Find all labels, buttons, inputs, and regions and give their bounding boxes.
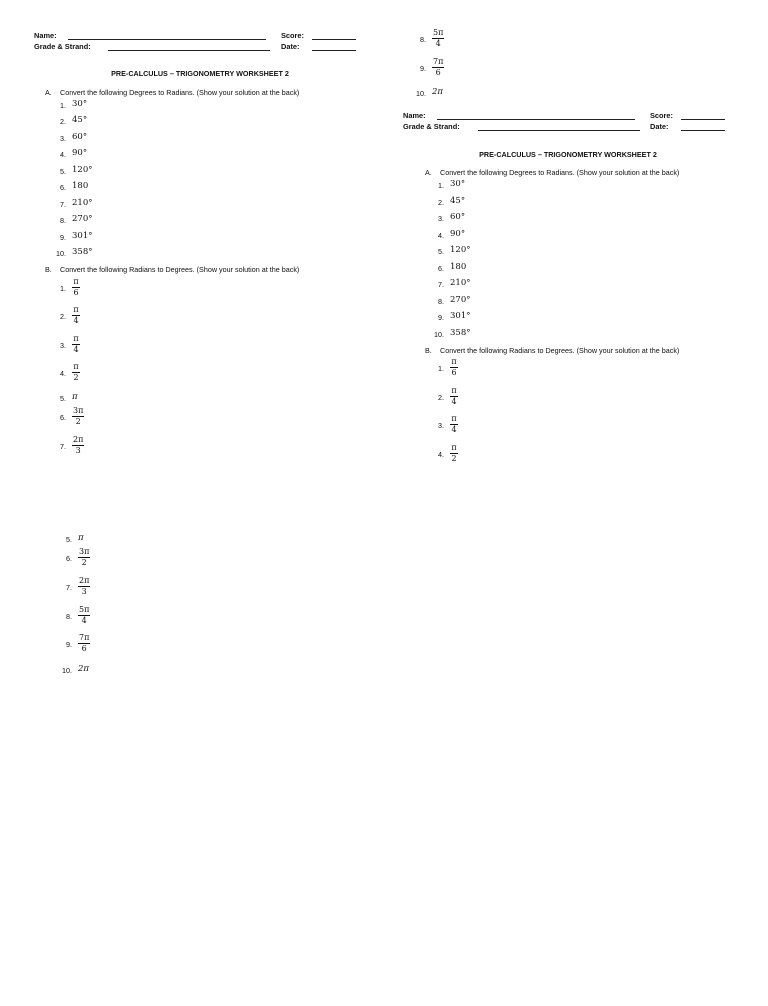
section-a-letter: A. bbox=[45, 88, 52, 97]
name-label: Name: bbox=[403, 111, 426, 120]
date-label: Date: bbox=[281, 42, 300, 51]
item-number: 4. bbox=[60, 369, 66, 378]
item-value: 60° bbox=[450, 212, 466, 222]
item-number: 4. bbox=[438, 450, 444, 459]
section-b-text: Convert the following Radians to Degrees. (Show your solution at the back) bbox=[440, 346, 680, 355]
item-value: 120° bbox=[450, 245, 471, 255]
item-number: 7. bbox=[60, 442, 66, 451]
section-b-letter: B. bbox=[425, 346, 432, 355]
item-value: 2π bbox=[78, 664, 89, 674]
score-line bbox=[312, 39, 356, 40]
item-number: 8. bbox=[438, 297, 444, 306]
item-value: π bbox=[78, 533, 84, 543]
section-a-text: Convert the following Degrees to Radians. (Show your solution at the back) bbox=[60, 88, 300, 97]
item-number: 1. bbox=[438, 181, 444, 190]
section-b-text: Convert the following Radians to Degrees. (Show your solution at the back) bbox=[60, 265, 300, 274]
date-line bbox=[312, 50, 356, 51]
item-number: 9. bbox=[60, 233, 66, 242]
section-b-instruction bbox=[425, 346, 679, 355]
item-number: 9. bbox=[66, 640, 72, 649]
grade-label: Grade & Strand: bbox=[34, 42, 91, 51]
grade-line bbox=[478, 130, 640, 131]
fraction: π 4 bbox=[451, 414, 457, 434]
section-b-instruction bbox=[45, 265, 299, 274]
item-number: 7. bbox=[66, 583, 72, 592]
item-value: 30° bbox=[450, 179, 466, 189]
item-number: 8. bbox=[420, 35, 426, 44]
fraction: π 4 bbox=[73, 305, 79, 325]
grade-line bbox=[108, 50, 270, 51]
item-number: 4. bbox=[438, 231, 444, 240]
item-value: 2π bbox=[432, 87, 443, 97]
section-a-instruction bbox=[45, 88, 299, 97]
section-a-letter: A. bbox=[425, 168, 432, 177]
item-value: 90° bbox=[450, 229, 466, 239]
item-number: 7. bbox=[60, 200, 66, 209]
name-line bbox=[68, 39, 266, 40]
fraction: 2π 3 bbox=[73, 435, 84, 455]
item-number: 2. bbox=[60, 312, 66, 321]
item-value: 270° bbox=[72, 214, 93, 224]
item-value: 30° bbox=[72, 99, 88, 109]
item-number: 3. bbox=[438, 421, 444, 430]
section-b-letter: B. bbox=[45, 265, 52, 274]
item-number: 3. bbox=[60, 341, 66, 350]
item-value: 210° bbox=[72, 198, 93, 208]
fraction: 3π 2 bbox=[79, 547, 90, 567]
item-number: 3. bbox=[60, 134, 66, 143]
item-value: 358° bbox=[72, 247, 93, 257]
fraction: 5π 4 bbox=[79, 605, 90, 625]
item-value: 210° bbox=[450, 278, 471, 288]
item-number: 2. bbox=[438, 393, 444, 402]
item-value: 301° bbox=[450, 311, 471, 321]
section-a-text: Convert the following Degrees to Radians. (Show your solution at the back) bbox=[440, 168, 680, 177]
fraction: 7π 6 bbox=[433, 57, 444, 77]
worksheet-title: PRE-CALCULUS – TRIGONOMETRY WORKSHEET 2 bbox=[111, 69, 289, 78]
item-value: 45° bbox=[450, 196, 466, 206]
fraction: π 4 bbox=[73, 334, 79, 354]
item-number: 9. bbox=[438, 313, 444, 322]
date-line bbox=[681, 130, 725, 131]
fraction: 3π 2 bbox=[73, 406, 84, 426]
item-number: 1. bbox=[60, 284, 66, 293]
fraction: 7π 6 bbox=[79, 633, 90, 653]
fraction: 5π 4 bbox=[433, 28, 444, 48]
item-number: 5. bbox=[438, 247, 444, 256]
item-value: 180 bbox=[450, 262, 467, 272]
item-number: 5. bbox=[66, 535, 72, 544]
item-number: 6. bbox=[438, 264, 444, 273]
date-label: Date: bbox=[650, 122, 669, 131]
item-number: 10. bbox=[434, 330, 444, 339]
item-number: 4. bbox=[60, 150, 66, 159]
item-number: 5. bbox=[60, 167, 66, 176]
item-number: 10. bbox=[416, 89, 426, 98]
item-number: 8. bbox=[66, 612, 72, 621]
item-number: 8. bbox=[60, 216, 66, 225]
item-number: 6. bbox=[66, 554, 72, 563]
item-value: 45° bbox=[72, 115, 88, 125]
item-number: 9. bbox=[420, 64, 426, 73]
item-number: 10. bbox=[56, 249, 66, 258]
fraction: π 6 bbox=[73, 277, 79, 297]
score-line bbox=[681, 119, 725, 120]
worksheet-title: PRE-CALCULUS – TRIGONOMETRY WORKSHEET 2 bbox=[479, 150, 657, 159]
item-number: 7. bbox=[438, 280, 444, 289]
fraction: π 2 bbox=[73, 362, 79, 382]
item-value: 301° bbox=[72, 231, 93, 241]
item-number: 6. bbox=[60, 413, 66, 422]
fraction: 2π 3 bbox=[79, 576, 90, 596]
grade-label: Grade & Strand: bbox=[403, 122, 460, 131]
item-value: 180 bbox=[72, 181, 89, 191]
item-value: 90° bbox=[72, 148, 88, 158]
item-value: 60° bbox=[72, 132, 88, 142]
item-value: 120° bbox=[72, 165, 93, 175]
item-number: 6. bbox=[60, 183, 66, 192]
item-number: 2. bbox=[438, 198, 444, 207]
fraction: π 2 bbox=[451, 443, 457, 463]
item-number: 5. bbox=[60, 394, 66, 403]
item-number: 1. bbox=[60, 101, 66, 110]
section-a-instruction bbox=[425, 168, 679, 177]
item-value: 358° bbox=[450, 328, 471, 338]
item-value: π bbox=[72, 392, 78, 402]
item-number: 2. bbox=[60, 117, 66, 126]
item-number: 1. bbox=[438, 364, 444, 373]
item-number: 10. bbox=[62, 666, 72, 675]
fraction: π 6 bbox=[451, 357, 457, 377]
name-line bbox=[437, 119, 635, 120]
item-number: 3. bbox=[438, 214, 444, 223]
fraction: π 4 bbox=[451, 386, 457, 406]
item-value: 270° bbox=[450, 295, 471, 305]
score-label: Score: bbox=[650, 111, 674, 120]
score-label: Score: bbox=[281, 31, 305, 40]
name-label: Name: bbox=[34, 31, 57, 40]
